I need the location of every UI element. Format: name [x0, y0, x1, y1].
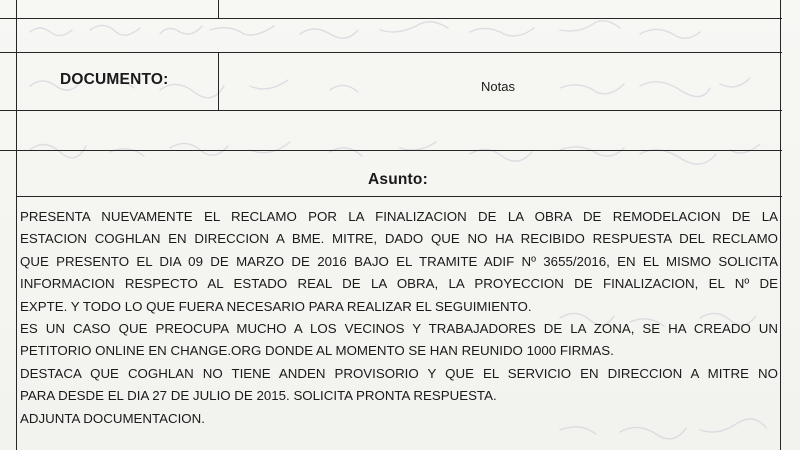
asunto-line: ADJUNTA DOCUMENTACION. — [20, 410, 205, 426]
column-divider — [16, 0, 17, 450]
asunto-line: INFORMACION RESPECTO AL ESTADO REAL DE LA OBRA, LA PROYECCION DE FINALIZACION, EL Nº DE — [20, 276, 778, 292]
column-divider — [780, 0, 781, 450]
asunto-line: QUE PRESENTO EL DIA 09 DE MARZO DE 2016 BAJO EL TRAMITE ADIF Nº 3655/2016, EN EL MISMO SOLICITA — [20, 253, 778, 269]
row-divider — [0, 150, 782, 151]
asunto-line: PETITORIO ONLINE EN CHANGE.ORG DONDE AL MOMENTO SE HAN REUNIDO 1000 FIRMAS. — [20, 343, 614, 359]
asunto-line: ES UN CASO QUE PREOCUPA MUCHO A LOS VECINOS Y TRABAJADORES DE LA ZONA, SE HA CREADO UN — [20, 321, 778, 337]
row-divider — [16, 196, 782, 197]
documento-value: Notas — [481, 79, 515, 94]
asunto-line: PRESENTA NUEVAMENTE EL RECLAMO POR LA FINALIZACION DE LA OBRA DE REMODELACION DE LA — [20, 209, 778, 224]
asunto-line: PARA DESDE EL DIA 27 DE JULIO DE 2015. SOLICITA PRONTA RESPUESTA. — [20, 388, 497, 404]
column-divider — [218, 0, 219, 18]
row-divider — [0, 110, 782, 111]
asunto-line: DESTACA QUE COGHLAN NO TIENE ANDEN PROVISORIO Y QUE EL SERVICIO EN DIRECCION A MITRE NO — [20, 365, 778, 381]
column-divider — [218, 52, 219, 110]
asunto-text — [20, 206, 778, 430]
asunto-label: Asunto: — [368, 171, 428, 188]
row-divider — [0, 18, 782, 19]
asunto-line: EXPTE. Y TODO LO QUE FUERA NECESARIO PARA REALIZAR EL SEGUIMIENTO. — [20, 298, 532, 314]
row-divider — [0, 52, 782, 53]
documento-label: DOCUMENTO: — [60, 71, 169, 88]
asunto-line: ESTACION COGHLAN EN DIRECCION A BME. MITRE, DADO QUE NO HA RECIBIDO RESPUESTA DEL RECLAMO — [20, 231, 778, 247]
